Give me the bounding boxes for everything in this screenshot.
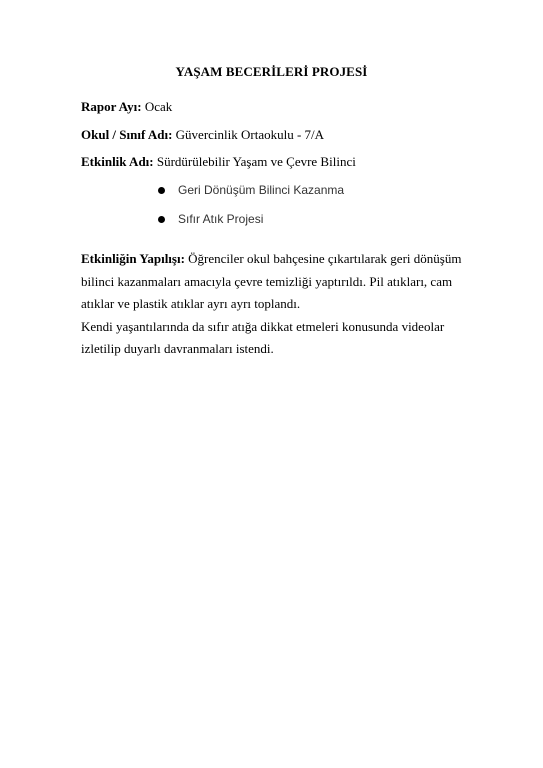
bullet-text: Sıfır Atık Projesi xyxy=(178,212,264,226)
activity-process-label: Etkinliğin Yapılışı: xyxy=(81,251,185,266)
report-month-value: Ocak xyxy=(144,99,173,114)
bullet-item xyxy=(158,212,263,226)
activity-process-line-2: bilinci kazanmaları amacıyla çevre temizliği yaptırıldı. Pil atıkları, cam xyxy=(81,273,453,289)
bullet-dot-icon xyxy=(158,187,165,194)
activity-process-line-5: izletilip duyarlı davranmaları istendi. xyxy=(81,341,274,357)
document-title: YAŞAM BECERİLERİ PROJESİ xyxy=(175,64,368,79)
activity-process-line-1 xyxy=(81,248,481,271)
bullet-text: Geri Dönüşüm Bilinci Kazanma xyxy=(178,183,345,197)
bullet-dot-icon xyxy=(158,216,165,223)
activity-name-line xyxy=(81,154,356,170)
school-class-value: Güvercinlik Ortaokulu - 7/A xyxy=(175,127,325,142)
report-month-line xyxy=(81,99,172,115)
school-class-label: Okul / Sınıf Adı: xyxy=(81,127,173,142)
activity-name-value: Sürdürülebilir Yaşam ve Çevre Bilinci xyxy=(156,154,356,169)
activity-name-label: Etkinlik Adı: xyxy=(81,154,154,169)
activity-process-paragraph xyxy=(81,248,481,361)
bullet-item xyxy=(158,183,344,197)
activity-process-line-3: atıklar ve plastik atıklar ayrı ayrı toplandı. xyxy=(81,296,301,312)
report-month-label: Rapor Ayı: xyxy=(81,99,142,114)
activity-process-text: Öğrenciler okul bahçesine çıkartılarak geri dönüşüm xyxy=(188,251,462,266)
activity-process-line-4: Kendi yaşantılarında da sıfır atığa dikkat etmeleri konusunda videolar xyxy=(81,318,445,334)
school-class-line xyxy=(81,127,324,143)
